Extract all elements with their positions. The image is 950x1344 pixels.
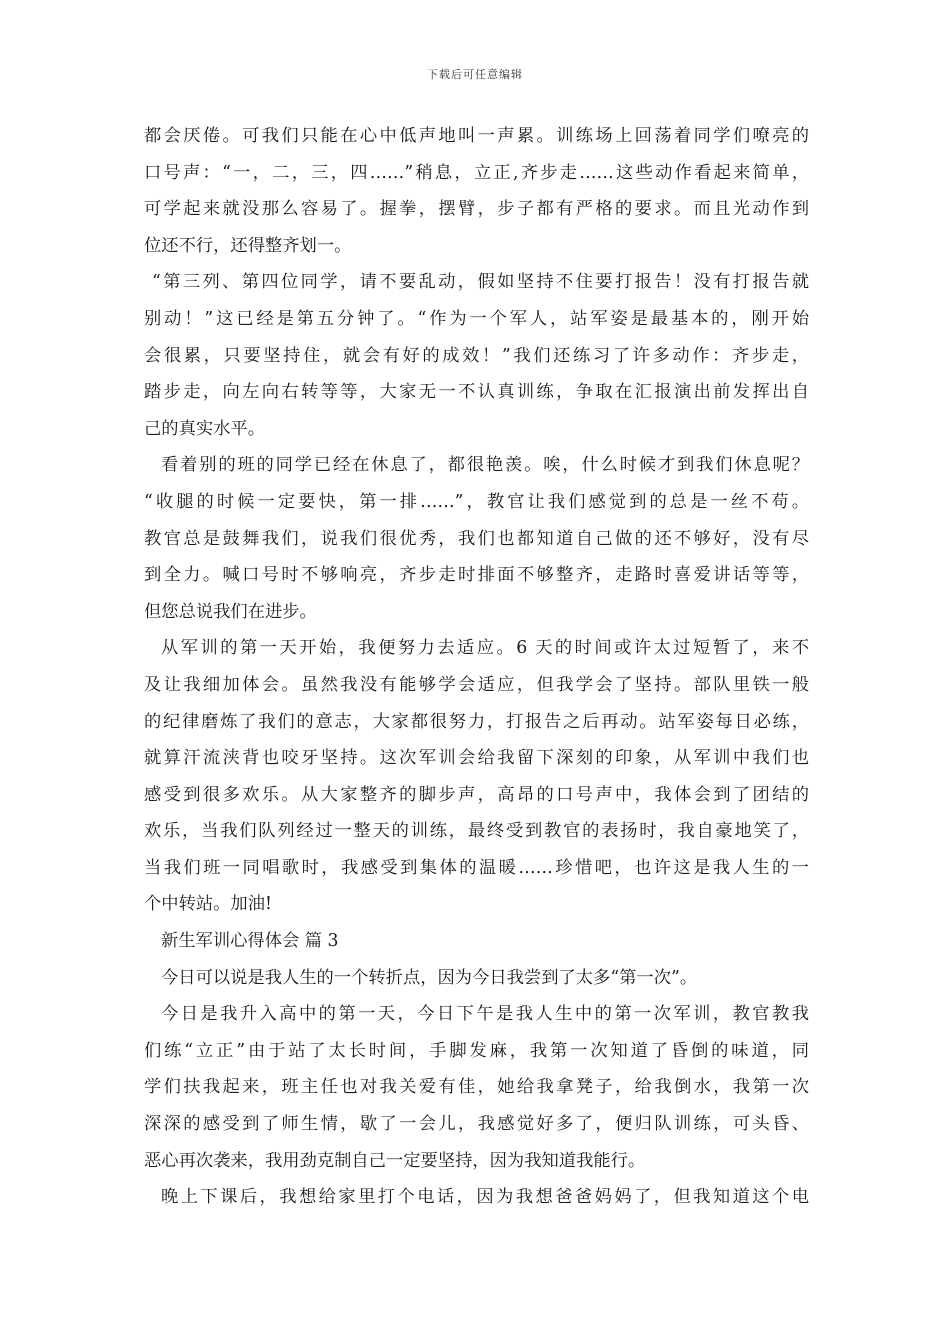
text-line: 的纪律磨炼了我们的意志，大家都很努力，打报告之后再动。站军姿每日必练， [144, 711, 809, 732]
text-line: 从军训的第一天开始，我便努力去适应。6 天的时间或许太过短暂了，来不 [161, 638, 809, 659]
paragraph [144, 118, 809, 264]
text-line: 己的真实水平。 [144, 418, 265, 439]
text-line: “第三列、第四位同学，请不要乱动，假如坚持不住要打报告！没有打报告就 [152, 272, 809, 293]
text-line: 今日是我升入高中的第一天，今日下午是我人生中的第一次军训，教官教我 [161, 1004, 809, 1025]
text-line: 看着别的班的同学已经在休息了，都很艳羡。唉，什么时候才到我们休息呢？ [161, 455, 809, 476]
paragraph [144, 630, 809, 923]
text-line: 今日可以说是我人生的一个转折点，因为今日我尝到了太多“第一次”。 [161, 967, 698, 988]
text-line: 位还不行，还得整齐划一。 [144, 235, 352, 256]
paragraph [144, 996, 809, 1179]
text-line: 到全力。喊口号时不够响亮，齐步走时排面不够整齐，走路时喜爱讲话等等， [144, 565, 809, 586]
text-line: “收腿的时候一定要快，第一排……”，教官让我们感觉到的总是一丝不苟。 [144, 491, 809, 512]
section-heading [144, 923, 809, 960]
text-line: 教官总是鼓舞我们，说我们很优秀，我们也都知道自己做的还不够好，没有尽 [144, 528, 809, 549]
paragraph [144, 960, 809, 997]
text-line: 但您总说我们在进步。 [144, 601, 317, 622]
text-line: 晚上下课后，我想给家里打个电话，因为我想爸爸妈妈了，但我知道这个电 [161, 1187, 809, 1208]
document-body [144, 118, 809, 1216]
paragraph [144, 264, 809, 447]
page-header: 下载后可任意编辑 [427, 68, 523, 81]
text-line: 当我们班一同唱歌时，我感受到集体的温暖……珍惜吧，也许这是我人生的一 [144, 857, 809, 878]
text-line: 深深的感受到了师生情，歇了一会儿，我感觉好多了，便归队训练，可头昏、 [144, 1114, 809, 1135]
paragraph [144, 447, 809, 630]
text-line: 学们扶我起来，班主任也对我关爱有佳，她给我拿凳子，给我倒水，我第一次 [144, 1077, 809, 1098]
text-line: 个中转站。加油! [144, 894, 272, 915]
text-line: 感受到很多欢乐。从大家整齐的脚步声，高昂的口号声中，我体会到了团结的 [144, 784, 809, 805]
section-heading-text: 新生军训心得体会 篇 3 [161, 931, 339, 952]
text-line: 及让我细加体会。虽然我没有能够学会适应，但我学会了坚持。部队里铁一般 [144, 674, 809, 695]
text-line: 别动！”这已经是第五分钟了。“作为一个军人，站军姿是最基本的，刚开始 [144, 308, 809, 329]
text-line: 口号声：“一，二，三，四……”稍息，立正,齐步走……这些动作看起来简单， [144, 162, 809, 183]
text-line: 恶心再次袭来，我用劲克制自己一定要坚持，因为我知道我能行。 [144, 1150, 646, 1171]
text-line: 就算汗流浃背也咬牙坚持。这次军训会给我留下深刻的印象，从军训中我们也 [144, 748, 809, 769]
text-line: 踏步走，向左向右转等等，大家无一不认真训练，争取在汇报演出前发挥出自 [144, 382, 809, 403]
text-line: 可学起来就没那么容易了。握拳，摆臂，步子都有严格的要求。而且光动作到 [144, 199, 809, 220]
text-line: 欢乐，当我们队列经过一整天的训练，最终受到教官的表扬时，我自豪地笑了， [144, 821, 809, 842]
text-line: 们练“立正”由于站了太长时间，手脚发麻，我第一次知道了昏倒的味道，同 [144, 1040, 809, 1061]
text-line: 都会厌倦。可我们只能在心中低声地叫一声累。训练场上回荡着同学们嘹亮的 [144, 126, 809, 146]
text-line: 会很累，只要坚持住，就会有好的成效！”我们还练习了许多动作：齐步走， [144, 345, 809, 366]
paragraph [144, 1179, 809, 1216]
